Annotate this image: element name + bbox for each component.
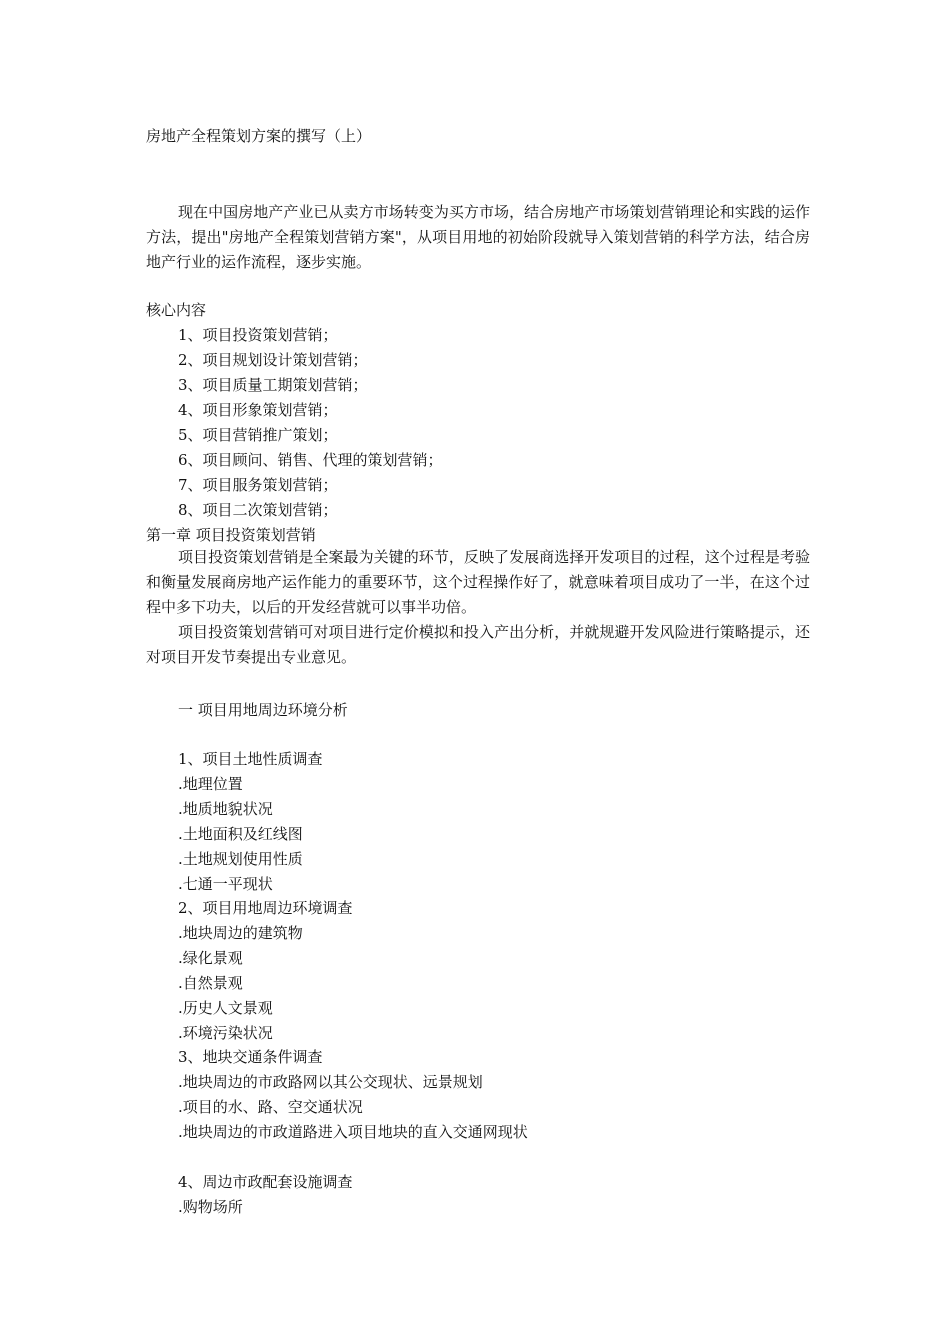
subsection-heading: 4、周边市政配套设施调查 xyxy=(178,1173,353,1191)
subsection-heading: 3、地块交通条件调查 xyxy=(178,1048,323,1066)
list-item: .绿化景观 xyxy=(178,949,243,967)
document-title: 房地产全程策划方案的撰写（上） xyxy=(146,127,372,145)
core-item: 5、项目营销推广策划； xyxy=(178,426,338,444)
core-item: 3、项目质量工期策划营销； xyxy=(178,376,368,394)
list-item: .自然景观 xyxy=(178,974,243,992)
chapter-heading: 第一章 项目投资策划营销 xyxy=(146,526,316,544)
chapter-paragraph: 项目投资策划营销可对项目进行定价模拟和投入产出分析，并就规避开发风险进行策略提示，还对项目开发节奏提出专业意见。 xyxy=(146,623,810,666)
list-item: .土地面积及红线图 xyxy=(178,825,303,843)
core-item: 1、项目投资策划营销； xyxy=(178,326,338,344)
core-item: 4、项目形象策划营销； xyxy=(178,401,338,419)
core-item: 6、项目顾问、销售、代理的策划营销； xyxy=(178,451,443,469)
list-item: .地理位置 xyxy=(178,775,243,793)
core-item: 2、项目规划设计策划营销； xyxy=(178,351,368,369)
list-item: .项目的水、路、空交通状况 xyxy=(178,1098,363,1116)
core-item: 7、项目服务策划营销； xyxy=(178,476,338,494)
section-heading: 一 项目用地周边环境分析 xyxy=(178,701,348,719)
intro-paragraph: 现在中国房地产产业已从卖方市场转变为买方市场，结合房地产市场策划营销理论和实践的运作方法，提出"房地产全程策划营销方案"，从项目用地的初始阶段就导入策划营销的科学方法，结合房地产行业的运作流程，逐步实施。 xyxy=(146,203,810,271)
core-content-heading: 核心内容 xyxy=(146,301,207,319)
list-item: .地块周边的市政道路进入项目地块的直入交通网现状 xyxy=(178,1123,528,1141)
list-item: .七通一平现状 xyxy=(178,875,273,893)
list-item: .地块周边的建筑物 xyxy=(178,924,303,942)
list-item: .地块周边的市政路网以其公交现状、远景规划 xyxy=(178,1073,483,1091)
list-item: .购物场所 xyxy=(178,1198,243,1216)
subsection-heading: 2、项目用地周边环境调查 xyxy=(178,899,353,917)
core-item: 8、项目二次策划营销； xyxy=(178,501,338,519)
chapter-paragraph: 项目投资策划营销是全案最为关键的环节，反映了发展商选择开发项目的过程，这个过程是考验和衡量发展商房地产运作能力的重要环节，这个过程操作好了，就意味着项目成功了一半，在这个过程中多下功夫，以后的开发经营就可以事半功倍。 xyxy=(146,548,810,616)
list-item: .环境污染状况 xyxy=(178,1024,273,1042)
list-item: .土地规划使用性质 xyxy=(178,850,303,868)
list-item: .历史人文景观 xyxy=(178,999,273,1017)
subsection-heading: 1、项目土地性质调查 xyxy=(178,750,323,768)
list-item: .地质地貌状况 xyxy=(178,800,273,818)
